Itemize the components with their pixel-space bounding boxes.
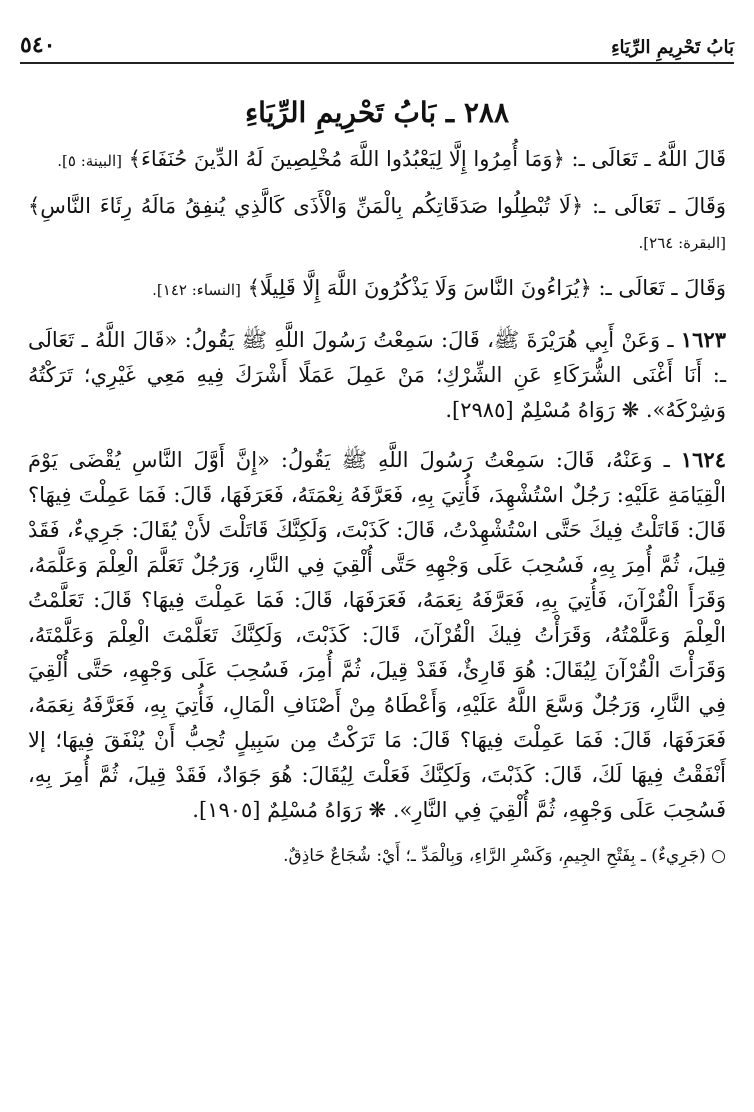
hadith-1623 (28, 322, 726, 428)
verse-text: قَالَ اللَّهُ ـ تَعَالَى ـ: ﴿وَمَا أُمِرُوا إِلَّا لِيَعْبُدُوا اللَّهَ مُخْلِصِينَ لَهُ الدِّينَ حُنَفَاءَ﴾ (128, 146, 726, 171)
verse-text: وَقَالَ ـ تَعَالَى ـ: ﴿يُرَاءُونَ النَّاسَ وَلَا يَذْكُرُونَ اللَّهَ إِلَّا قَلِيلًا﴾ (247, 275, 726, 300)
page-header (20, 30, 734, 64)
hadith-number: ١٦٢٤ (680, 446, 726, 472)
verse-reference: [البقرة: ٢٦٤]. (638, 233, 726, 252)
hadith-text: ـ وَعَنْ أَبِي هُرَيْرَةَ ﷺ، قَالَ: سَمِعْتُ رَسُولَ اللَّهِ ﷺ يَقُولُ: «قَالَ اللَّهُ ـ تَعَالَى ـ: أَنَا أَغْنَى الشُّرَكَاءِ عَنِ الشِّرْكِ؛ مَنْ عَمِلَ عَمَلًا أَشْرَكَ فِيهِ مَعِي غَيْرِي؛ تَرَكْتُهُ وَشِرْكَهُ». ❋ رَوَاهُ مُسْلِمٌ [٢٩٨٥]. (28, 327, 726, 422)
hadith-1624 (28, 442, 726, 828)
page-number: ٥٤٠ (20, 32, 56, 58)
verse-1 (28, 142, 726, 179)
chapter-title: ٢٨٨ ـ بَابُ تَحْرِيمِ الرِّيَاءِ (245, 96, 509, 129)
verse-2 (28, 189, 726, 261)
footnote: ○ (جَرِيءٌ) ـ بِفَتْحِ الجِيمِ، وَكَسْرِ الرَّاءِ، وَبِالْمَدِّ ـ؛ أَيْ: شُجَاعٌ حَاذِقٌ. (283, 845, 726, 866)
verse-3 (28, 271, 726, 308)
page-content (28, 96, 726, 870)
verse-text: وَقَالَ ـ تَعَالَى ـ: ﴿لَا تُبْطِلُوا صَدَقَاتِكُم بِالْمَنِّ وَالْأَذَى كَالَّذِي يُنفِقُ مَالَهُ رِئَاءَ النَّاسِ﴾ (28, 193, 726, 218)
verse-reference: [البينة: ٥]. (57, 151, 122, 170)
running-title: بَابُ تَحْرِيمِ الرِّيَاءِ (611, 37, 734, 58)
verse-reference: [النساء: ١٤٢]. (152, 280, 241, 299)
hadith-text: ـ وَعَنْهُ، قَالَ: سَمِعْتُ رَسُولَ اللَّهِ ﷺ يَقُولُ: «إِنَّ أَوَّلَ النَّاسِ يُقْضَى يَوْمَ الْقِيَامَةِ عَلَيْهِ: رَجُلٌ اسْتُشْهِدَ، فَأُتِيَ بِهِ، فَعَرَّفَهُ نِعْمَتَهُ، فَعَرَفَهَا، قَالَ: فَمَا عَمِلْتَ فِيهَا؟ قَالَ: قَاتَلْتُ فِيكَ حَتَّى اسْتُشْهِدْتُ، قَالَ: كَذَبْتَ، وَلَكِنَّكَ قَاتَلْتَ لأَنْ يُقَالَ: جَرِيءٌ، فَقَدْ قِيلَ، ثُمَّ أُمِرَ بِهِ، فَسُحِبَ عَلَى وَجْهِهِ حَتَّى أُلْقِيَ فِي النَّارِ، وَرَجُلٌ تَعَلَّمَ الْعِلْمَ وَعَلَّمَهُ، وَقَرَأَ الْقُرْآنَ، فَأُتِيَ بِهِ، فَعَرَّفَهُ نِعَمَهُ، فَعَرَفَهَا، قَالَ: فَمَا عَمِلْتَ فِيهَا؟ قَالَ: تَعَلَّمْتُ الْعِلْمَ وَعَلَّمْتُهُ، وَقَرَأْتُ فِيكَ الْقُرْآنَ، قَالَ: كَذَبْتَ، وَلَكِنَّكَ تَعَلَّمْتَ الْعِلْمَ وَعَلَّمْتَهُ، وَقَرَأْتَ الْقُرْآنَ لِيُقَالَ: هُوَ قَارِئٌ، فَقَدْ قِيلَ، ثُمَّ أُمِرَ، فَسُحِبَ عَلَى وَجْهِهِ، حَتَّى أُلْقِيَ فِي النَّارِ، وَرَجُلٌ وَسَّعَ اللَّهُ عَلَيْهِ، وَأَعْطَاهُ مِنْ أَصْنَافِ الْمَالِ، فَأُتِيَ بِهِ، فَعَرَّفَهُ نِعَمَهُ، فَعَرَفَهَا، قَالَ: فَمَا عَمِلْتَ فِيهَا؟ قَالَ: مَا تَرَكْتُ مِن سَبِيلٍ تُحِبُّ أَنْ يُنْفَقَ فِيهَا؛ إلا أَنْفَقْتُ فِيهَا لَكَ، قَالَ: كَذَبْتَ، وَلَكِنَّكَ فَعَلْتَ لِيُقَالَ: هُوَ جَوَادٌ، فَقَدْ قِيلَ، ثُمَّ أُمِرَ بِهِ، فَسُحِبَ عَلَى وَجْهِهِ، ثُمَّ أُلْقِيَ فِي النَّارِ». ❋ رَوَاهُ مُسْلِمٌ [١٩٠٥]. (28, 447, 726, 822)
hadith-number: ١٦٢٣ (680, 326, 726, 352)
